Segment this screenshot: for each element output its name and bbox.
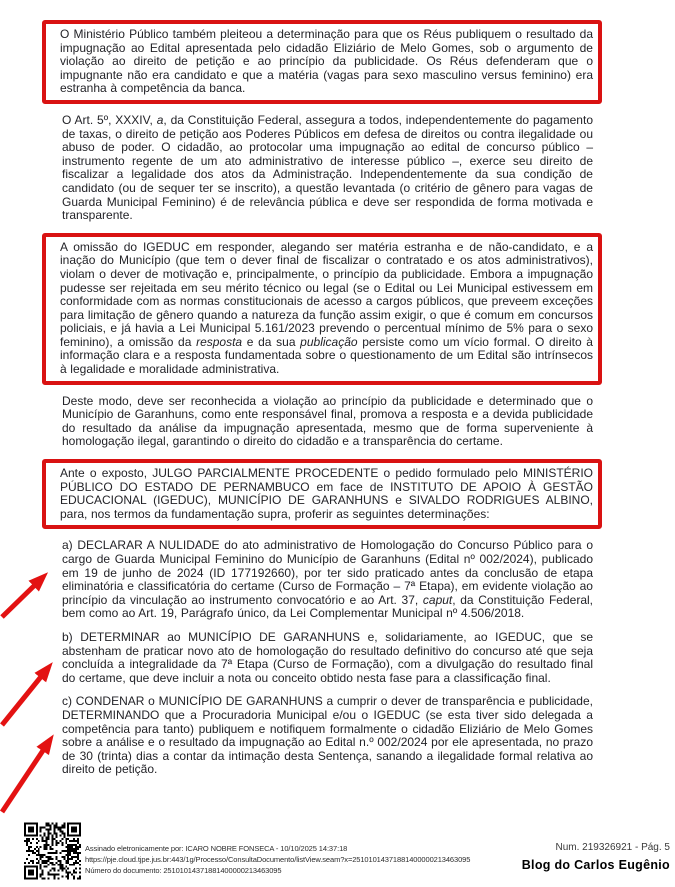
signed-by-line: Assinado eletronicamente por: ICARO NOBRE FONSECA - 10/10/2025 14:37:18 (85, 844, 348, 853)
red-arrow-item-c (2, 746, 46, 812)
document-number-line: Número do documento: 25101014371881400000213463095 (85, 866, 282, 875)
page-number-label: Num. 219326921 - Pág. 5 (555, 842, 670, 853)
paragraph-dispositivo: Ante o exposto, JULGO PARCIALMENTE PROCEDENTE o pedido formulado pelo MINISTÉRIO PÚBLICO DO ESTADO DE PERNAMBUCO em face de INSTITUTO DE APOIO À GESTÃO EDUCACIONAL (IGEDUC), MUNICÍPIO DE GARANHUNS e SIVALDO RODRIGUES ALBINO, para, nos termos da fundamentação supra, proferir as seguintes determinações: (60, 466, 593, 521)
page-reference-block (410, 842, 670, 872)
document-body (62, 20, 593, 787)
red-annotation-box-3 (42, 459, 602, 529)
paragraph-item-c: c) CONDENAR o MUNICÍPIO DE GARANHUNS a cumprir o dever de transparência e publicidade, DETERMINANDO que a Procuradoria Municipal e/ou o IGEDUC (se esta tiver sido delegada a competência para tanto) publiquem e notifiquem formalmente o cidadão Eliziário de Melo Gomes sobre a análise e o resultado da impugnação ao Edital n.º 002/2024 por ele apresentada, no prazo de 30 (trinta) dias a contar da intimação desta Sentença, sanando a ilegalidade formal relativa ao direito de petição. (62, 694, 593, 777)
page-footer (0, 818, 675, 887)
qr-code-icon (24, 822, 81, 880)
paragraph-item-a: a) DECLARAR A NULIDADE do ato administrativo de Homologação do Concurso Público para o cargo de Guarda Municipal Feminino do Município de Garanhuns (Edital nº 002/2024), publicado em 19 de junho de 2024 (ID 177192660), por ter sido praticado antes da conclusão de etapa eliminatória e classificatória do certame (Curso de Formação – 7ª Etapa), em evidente violação ao princípio da vinculação ao instrumento convocatório e ao Art. 37, caput, da Constituição Federal, bem como ao Art. 19, Parágrafo único, da Lei Complementar Municipal nº 4.506/2018. (62, 538, 593, 621)
paragraph-art-5-xxxiv: O Art. 5º, XXXIV, a, da Constituição Federal, assegura a todos, independentemente do pagamento de taxas, o direito de petição aos Poderes Públicos em defesa de direitos ou contra ilegalidade ou abuso de poder. O cidadão, ao protocolar uma impugnação ao edital de concurso público – instrumento regente de um ato administrativo de interesse público –, exerce seu direito de fiscalizar a legalidade dos atos da Administração. Independentemente da sua condição de candidato (ou de sequer ter se inscrito), a questão levantada (o critério de gênero para vagas de Guarda Municipal Feminino) é de relevância pública e deve ser respondida de forma motivada e transparente. (62, 112, 593, 223)
document-url-line: https://pje.cloud.tjpe.jus.br:443/1g/Processo/ConsultaDocumento/listView.seam?x=25101014371881400000213463095 (85, 855, 471, 864)
red-annotation-box-1 (42, 20, 602, 104)
paragraph-omissao-igeduc: A omissão do IGEDUC em responder, alegando ser matéria estranha e de não-candidato, e a inação do Município (que tem o dever final de fiscalizar o contratado e os atos administrativos), violam o dever de motivação e, principalmente, o princípio da publicidade. Embora a impugnação pudesse ser rejeitada em seu mérito técnico ou legal (se o Edital ou Lei Municipal estivessem em conformidade com as normas constitucionais de acesso a cargos públicos, que preveem exceções para limitação de gênero quando a natureza da função assim exigir, o que é comum em concursos policiais, e já havia a Lei Municipal 5.161/2023 prevendo o percentual mínimo de 5% para o sexo feminino), a omissão da resposta e da sua publicação persiste como um vício formal. O direito à informação clara e a resposta fundamentada sobre o questionamento de um Edital são intrínsecos à legalidade e moralidade administrativa. (60, 239, 593, 377)
paragraph-item-b: b) DETERMINAR ao MUNICÍPIO DE GARANHUNS e, solidariamente, ao IGEDUC, que se abstenham de praticar novo ato de homologação do resultado definitivo do concurso até que seja concluída a integralidade da 7ª Etapa (Curso de Formação), com a divulgação do resultado final do certame, que deve incluir a nota ou conceito obtido nesta fase para a classificação final. (62, 629, 593, 685)
watermark-label: Blog do Carlos Eugênio (521, 858, 670, 872)
paragraph-ministerio-publico: O Ministério Público também pleiteou a determinação para que os Réus publiquem o resultado da impugnação ao Edital apresentada pelo cidadão Eliziário de Melo Gomes, sob o argumento de violação ao direito de petição e ao princípio da publicidade. Os Réus defenderam que o impugnante não era candidato e que a matéria (vagas para sexo masculino versus feminino) era estranha à competência da banca. (60, 27, 593, 96)
red-arrow-item-b (2, 673, 44, 725)
red-annotation-box-2 (42, 233, 602, 385)
red-arrow-item-a (2, 582, 38, 617)
paragraph-deste-modo: Deste modo, deve ser reconhecida a violação ao princípio da publicidade e determinado que o Município de Garanhuns, como ente responsável final, promova a resposta e a devida publicidade do resultado da análise da impugnação apresentada, mesmo que de forma superveniente à homologação ilegal, garantindo o direito do cidadão e a transparência do certame. (62, 393, 593, 449)
